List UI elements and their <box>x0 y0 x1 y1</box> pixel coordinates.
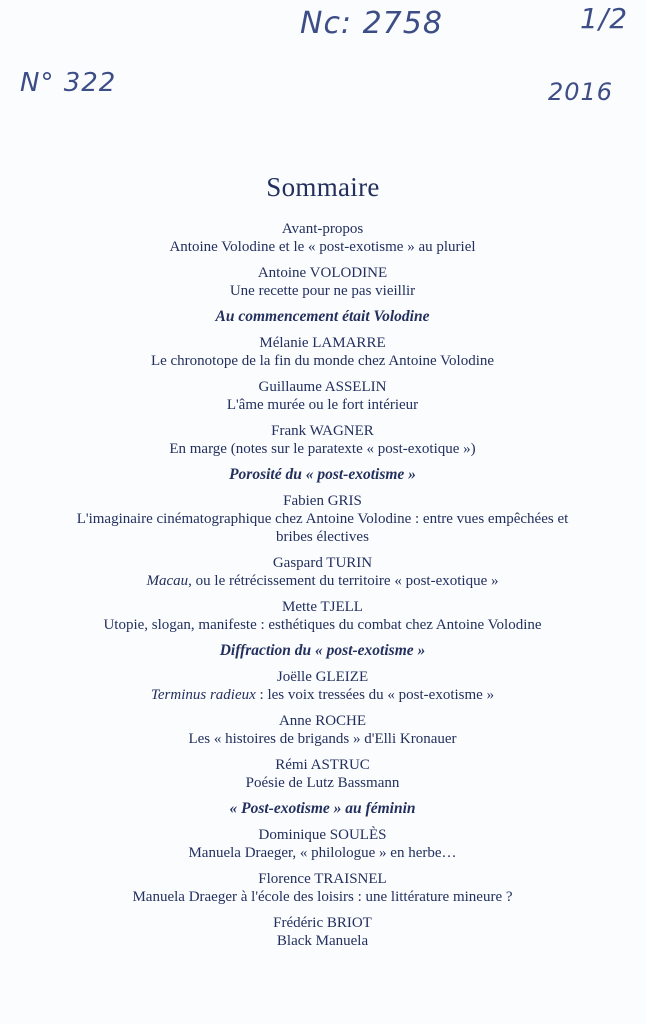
entry-title: Manuela Draeger, « philologue » en herbe… <box>188 845 457 861</box>
handwritten-number-note: N° 322 <box>20 68 117 98</box>
toc-entry <box>70 914 575 950</box>
entry-title: Poésie de Lutz Bassmann <box>245 775 400 791</box>
entry-author: Fabien GRIS <box>283 493 362 509</box>
handwritten-page-note: 1/2 <box>580 2 629 35</box>
entry-title: L'âme murée ou le fort intérieur <box>226 397 419 413</box>
section-heading: Porosité du « post-exotisme » <box>229 466 416 483</box>
entry-title: Black Manuela <box>276 933 369 949</box>
entry-title: , ou le rétrécissement du territoire « post-exotique » <box>188 573 499 589</box>
toc-entry <box>70 826 575 862</box>
entry-title: : les voix tressées du « post-exotisme » <box>255 687 495 703</box>
toc-entry <box>70 756 575 792</box>
entry-title-line <box>70 686 575 704</box>
handwritten-year-note: 2016 <box>548 78 614 106</box>
toc-entry <box>70 554 575 590</box>
entry-author: Anne ROCHE <box>278 713 367 729</box>
entry-title-line <box>70 572 575 590</box>
foreword-entry <box>70 220 575 256</box>
toc-entry <box>70 422 575 458</box>
entry-title-italic: Macau <box>146 573 189 589</box>
toc-entry <box>70 334 575 370</box>
entry-author: Frank WAGNER <box>271 423 374 439</box>
entry-author: Dominique SOULÈS <box>258 827 387 843</box>
section-heading: « Post-exotisme » au féminin <box>229 800 416 817</box>
entry-title: Une recette pour ne pas vieillir <box>229 283 416 299</box>
entry-title: Le chronotope de la fin du monde chez Antoine Volodine <box>150 353 495 369</box>
entry-title: Les « histoires de brigands » d'Elli Kronauer <box>188 731 457 747</box>
section-heading: Diffraction du « post-exotisme » <box>219 642 426 659</box>
entry-author: Mette TJELL <box>282 599 363 615</box>
toc-entry <box>70 870 575 906</box>
entry-title: Manuela Draeger à l'école des loisirs : une littérature mineure ? <box>132 889 513 905</box>
section-heading: Au commencement était Volodine <box>215 308 430 325</box>
toc-entry <box>70 378 575 414</box>
entry-title: Utopie, slogan, manifeste : esthétiques du combat chez Antoine Volodine <box>103 617 542 633</box>
toc-entry <box>70 264 575 300</box>
entry-title: En marge (notes sur le paratexte « post-exotique ») <box>169 441 476 457</box>
toc-entry <box>70 712 575 748</box>
entry-author: Joëlle GLEIZE <box>276 669 369 685</box>
entry-author: Antoine VOLODINE <box>257 265 388 281</box>
foreword-heading: Avant-propos <box>281 221 364 237</box>
toc-entry <box>70 598 575 634</box>
entry-author: Mélanie LAMARRE <box>259 335 386 351</box>
entry-author: Florence TRAISNEL <box>258 871 387 887</box>
entry-author: Guillaume ASSELIN <box>258 379 387 395</box>
table-of-contents <box>70 220 575 958</box>
entry-title: L'imaginaire cinématographique chez Antoine Volodine : entre vues empêchées et bribes électives <box>76 511 569 545</box>
toc-entry <box>70 492 575 546</box>
toc-entry <box>70 668 575 704</box>
page-title: Sommaire <box>266 172 380 202</box>
entry-author: Gaspard TURIN <box>272 555 373 571</box>
entry-author: Frédéric BRIOT <box>273 915 372 931</box>
handwritten-nc-note: Nc: 2758 <box>300 6 443 41</box>
entry-author: Rémi ASTRUC <box>275 757 370 773</box>
entry-title-italic: Terminus radieux <box>150 687 256 703</box>
foreword-subtitle: Antoine Volodine et le « post-exotisme » au pluriel <box>169 239 476 255</box>
